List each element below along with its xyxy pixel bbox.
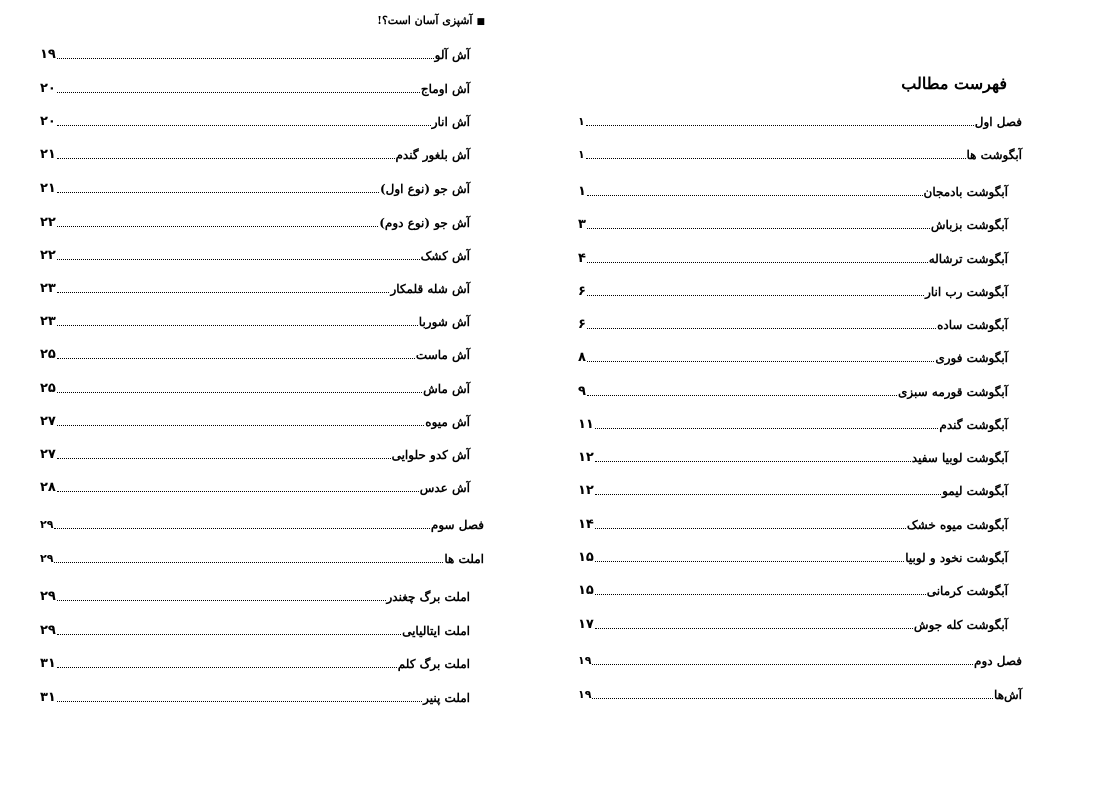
dot-leader [586,124,974,126]
toc-entry-page: ۲۰ [40,81,56,96]
toc-entry-page: ۲۹ [40,552,54,565]
toc-entry[interactable] [578,379,1008,399]
toc-entry-label: آبگوشت لوبیا سفید [911,451,1008,465]
toc-entry-page: ۱ [578,184,586,199]
running-header [377,14,485,30]
toc-entry-page: ۸ [578,350,586,365]
toc-entry-page: ۲۵ [40,381,56,396]
toc-entry-page: ۱۱ [578,417,594,432]
toc-entry[interactable] [578,512,1008,532]
toc-title: فهرست مطالب [901,74,1007,93]
toc-entry-page: ۳۱ [40,690,56,705]
toc-entry-label: آش جو (نوع دوم) [379,216,470,230]
toc-entry-label: آش شوربا [418,315,470,329]
toc-entry[interactable] [40,475,470,495]
dot-leader [595,627,913,629]
toc-entry[interactable] [40,309,470,329]
toc-entry[interactable] [40,512,484,532]
dot-leader [54,527,429,529]
toc-entry[interactable] [578,212,1008,232]
dot-leader [57,357,415,359]
dot-leader [587,394,897,396]
dot-leader [587,261,928,263]
toc-entry-page: ۲۰ [40,114,56,129]
toc-entry-page: ۳ [578,217,586,232]
dot-leader [57,57,434,59]
toc-entry[interactable] [578,445,1008,465]
dot-leader [587,327,936,329]
dot-leader [57,700,422,702]
toc-entry-page: ۲۷ [40,414,56,429]
toc-entry[interactable] [578,345,1008,365]
toc-entry[interactable] [40,442,470,462]
toc-entry-page: ۲۱ [40,147,56,162]
toc-entry[interactable] [578,648,1022,668]
toc-entry-page: ۱۴ [578,517,594,532]
dot-leader [57,391,422,393]
dot-leader [595,460,911,462]
toc-entry-label: آبگوشت نخود و لوبیا [905,551,1008,565]
dot-leader [57,124,431,126]
toc-entry-label: آبگوشت ترشاله [928,252,1008,266]
toc-entry-label: آبگوشت ساده [937,318,1008,332]
dot-leader [57,157,395,159]
dot-leader [57,457,391,459]
toc-entry-page: ۱ [578,115,585,128]
square-bullet-icon: ■ [476,17,485,27]
toc-entry[interactable] [578,279,1008,299]
toc-entry-label: آش انار [431,115,470,129]
toc-entry-label: فصل اول [974,115,1022,129]
toc-entry-label: آبگوشت کرمانی [926,584,1008,598]
toc-entry[interactable] [578,179,1008,199]
toc-entry-label: آش ماست [415,348,470,362]
toc-entry-page: ۲۲ [40,215,56,230]
toc-entry-label: آبگوشت بادمجان [923,185,1008,199]
dot-leader [57,666,397,668]
dot-leader [592,697,993,699]
dot-leader [57,633,401,635]
toc-entry-label: آش بلغور گندم [395,148,470,162]
toc-entry-page: ۱۷ [578,617,594,632]
toc-entry-label: املت ها [444,552,484,566]
toc-entry-page: ۲۸ [40,480,56,495]
dot-leader [592,663,973,665]
dot-leader [57,225,378,227]
toc-entry[interactable] [40,546,484,566]
toc-entry[interactable] [578,545,1008,565]
toc-entry[interactable] [578,682,1022,702]
dot-leader [595,493,941,495]
dot-leader [57,424,424,426]
toc-entry-label: املت برگ کلم [397,657,470,671]
dot-leader [54,561,443,563]
toc-entry-label: املت پنیر [423,691,470,705]
dot-leader [57,291,390,293]
toc-entry-page: ۲۹ [40,589,56,604]
toc-entry[interactable] [40,176,470,196]
toc-entry-label: آبگوشت لیمو [942,484,1008,498]
toc-entry-label: آش کدو حلوایی [391,448,470,462]
toc-entry-label: آش کشک [420,249,470,263]
dot-leader [587,227,930,229]
toc-entry-label: آش آلو [434,48,470,62]
toc-entry-label: آبگوشت رب انار [925,285,1008,299]
dot-leader [595,593,926,595]
dot-leader [595,560,904,562]
toc-entry[interactable] [40,243,470,263]
dot-leader [587,360,934,362]
toc-entry[interactable] [40,142,470,162]
dot-leader [595,527,906,529]
toc-entry-label: آبگوشت قورمه سبزی [898,385,1008,399]
toc-entry-label: آش عدس [419,481,470,495]
toc-entry[interactable] [578,612,1008,632]
toc-entry-page: ۲۳ [40,314,56,329]
toc-entry-page: ۲۹ [40,518,54,531]
toc-entry-page: ۲۱ [40,181,56,196]
toc-entry-label: آبگوشت فوری [935,351,1008,365]
toc-entry[interactable] [40,42,470,62]
toc-entry[interactable] [40,342,470,362]
toc-entry[interactable] [40,618,470,638]
toc-entry[interactable] [578,109,1022,129]
dot-leader [57,490,419,492]
toc-entry-page: ۲۵ [40,347,56,362]
toc-entry[interactable] [40,109,470,129]
toc-entry[interactable] [578,578,1008,598]
toc-entry-label: آش جو (نوع اول) [379,182,470,196]
toc-entry-label: آبگوشت میوه خشک [906,518,1008,532]
toc-entry-label: آش ماش [423,382,470,396]
toc-entry-page: ۱۵ [578,583,594,598]
toc-entry-label: املت ایتالیایی [402,624,470,638]
toc-entry[interactable] [40,409,470,429]
dot-leader [587,294,924,296]
toc-entry[interactable] [578,412,1008,432]
toc-entry-label: آبگوشت کله جوش [913,618,1008,632]
toc-entry-label: املت برگ چغندر [386,590,470,604]
dot-leader [57,324,418,326]
toc-entry[interactable] [578,478,1008,498]
toc-entry[interactable] [40,584,470,604]
toc-entry[interactable] [40,376,470,396]
toc-entry-label: آش شله قلمکار [390,282,470,296]
dot-leader [586,157,966,159]
toc-entry[interactable] [40,685,470,705]
toc-entry-label: آبگوشت بزباش [930,218,1008,232]
toc-entry-page: ۶ [578,317,586,332]
dot-leader [57,599,386,601]
toc-entry-page: ۲۲ [40,248,56,263]
toc-entry-label: آبگوشت ها [966,148,1022,162]
toc-entry-page: ۲۷ [40,447,56,462]
toc-entry[interactable] [578,246,1008,266]
dot-leader [587,194,923,196]
toc-entry-label: آش اوماج [420,82,470,96]
toc-entry-page: ۹ [578,384,586,399]
toc-entry[interactable] [578,312,1008,332]
toc-entry-label: آبگوشت گندم [939,418,1008,432]
dot-leader [57,91,420,93]
toc-entry-label: آش‌ها [994,688,1022,702]
toc-entry-page: ۱۹ [578,654,592,667]
toc-entry[interactable] [578,142,1022,162]
toc-entry-page: ۱۲ [578,450,594,465]
toc-entry-page: ۲۹ [40,623,56,638]
toc-entry[interactable] [40,76,470,96]
toc-entry-page: ۱۹ [578,688,592,701]
toc-entry[interactable] [40,651,470,671]
toc-entry-page: ۴ [578,251,586,266]
toc-entry-label: آش میوه [425,415,470,429]
toc-entry-page: ۱ [578,148,585,161]
dot-leader [57,191,379,193]
toc-entry-page: ۱۵ [578,550,594,565]
toc-entry-label: فصل سوم [430,518,484,532]
header-text: آشپزی آسان است؟! [377,14,473,27]
toc-entry[interactable] [40,276,470,296]
toc-entry-page: ۳۱ [40,656,56,671]
toc-entry-page: ۶ [578,284,586,299]
toc-entry-page: ۱۹ [40,47,56,62]
dot-leader [595,427,939,429]
dot-leader [57,258,420,260]
toc-entry[interactable] [40,210,470,230]
toc-entry-page: ۱۲ [578,483,594,498]
toc-entry-label: فصل دوم [974,654,1022,668]
toc-entry-page: ۲۳ [40,281,56,296]
